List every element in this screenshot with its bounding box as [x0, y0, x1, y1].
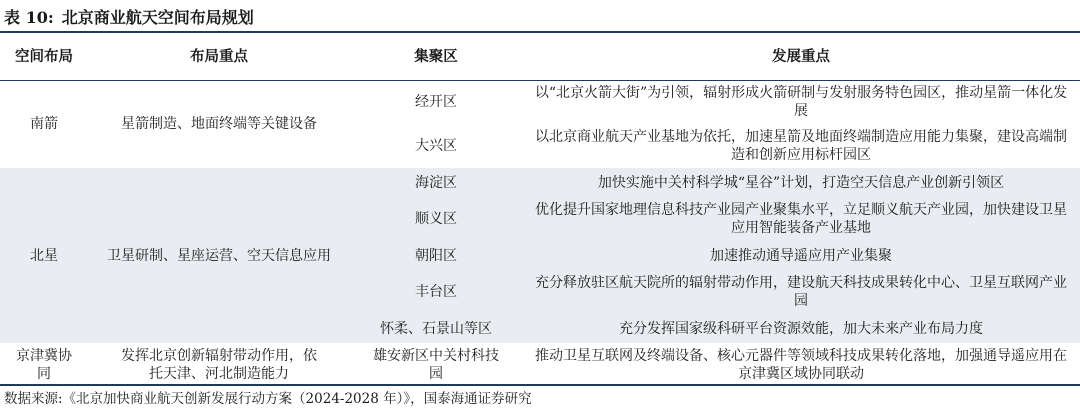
table-row: [0, 168, 1080, 197]
district-name: 朝阳区: [350, 241, 522, 270]
district-name: 经开区: [415, 94, 457, 110]
table-number: 表 10:: [4, 8, 54, 27]
district-priority: 推动卫星互联网及终端设备、核心元器件等领域科技成果转化落地，加强通导遥应用在京津冀区域协同联动: [535, 347, 1067, 382]
group-focus: 星箭制造、地面终端等关键设备: [121, 116, 317, 132]
district-priority: 充分释放驻区航天院所的辐射带动作用，建设航天科技成果转化中心、卫星互联网产业园: [522, 270, 1080, 314]
district-priority: 加快实施中关村科学城“星谷”计划，打造空天信息产业创新引领区: [522, 168, 1080, 197]
group-name: 京津冀协同: [16, 347, 72, 382]
header-layout: 空间布局: [15, 48, 73, 65]
district-priority: 加速推动通导遥应用产业集聚: [522, 241, 1080, 270]
header-priority: 发展重点: [772, 48, 830, 65]
header-cluster: 集聚区: [414, 48, 458, 65]
group-focus: 卫星研制、星座运营、空天信息应用: [88, 168, 350, 343]
district-name: 大兴区: [415, 138, 457, 154]
table-row: [0, 80, 1080, 124]
district-name: 雄安新区中关村科技园: [373, 347, 499, 382]
district-name: 怀柔、石景山等区: [350, 314, 522, 343]
district-priority: 以“北京火箭大街”为引领，辐射形成火箭研制与发射服务特色园区，推动星箭一体化发展: [534, 85, 1068, 119]
header-row: [0, 33, 1080, 80]
table-row: [0, 343, 1080, 386]
district-name: 海淀区: [350, 168, 522, 197]
header-rule: [0, 80, 1080, 81]
district-name: 丰台区: [350, 270, 522, 314]
district-priority: 以北京商业航天产业基地为依托，加速星箭及地面终端制造应用能力集聚，建设高端制造和创新应用标杆园区: [535, 129, 1067, 163]
group-name: 南箭: [30, 116, 58, 132]
district-name: 顺义区: [350, 197, 522, 241]
group-focus: 发挥北京创新辐射带动作用，依托天津、河北制造能力: [121, 347, 317, 382]
table-title-text: 北京商业航天空间布局规划: [61, 8, 254, 27]
district-priority: 优化提升国家地理信息科技产业园产业聚集水平，立足顺义航天产业园，加快建设卫星应用智能装备产业基地: [522, 197, 1080, 241]
source-note: 数据来源:《北京加快商业航天创新发展行动方案（2024-2028 年）》，国泰海通证券研究: [4, 391, 532, 407]
layout-table: [0, 33, 1080, 386]
header-focus: 布局重点: [190, 48, 248, 65]
group-name: 北星: [0, 168, 88, 343]
table-title: [4, 5, 262, 27]
district-priority: 充分发挥国家级科研平台资源效能，加大未来产业布局力度: [522, 314, 1080, 343]
bottom-rule: [0, 384, 1080, 386]
